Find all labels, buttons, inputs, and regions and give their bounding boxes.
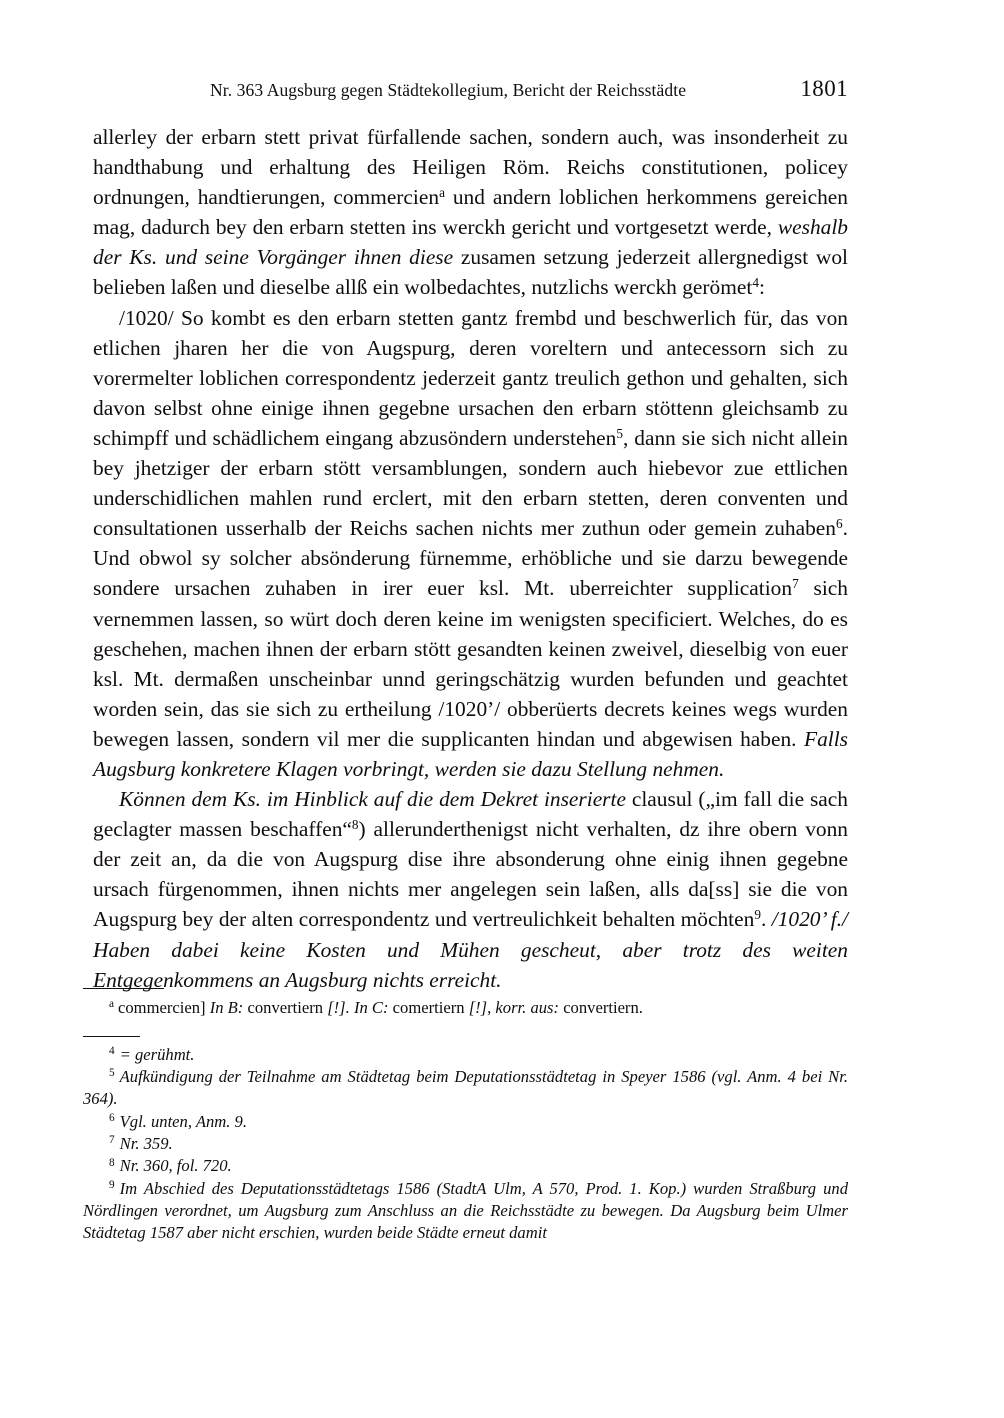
running-head-title: Nr. 363 Augsburg gegen Städtekollegium, Bericht der Reichsstädte: [210, 80, 687, 100]
p1-segment-3: zusamen setzung jederzeit allergnedigst wol belieben laßen und dieselbe allß ein wolbedachtes, nutzlichs werckh gerömet: [93, 245, 848, 300]
apparatus-rule: [83, 988, 164, 989]
p3-segment-2: ) allerunderthenigst nicht verhalten, dz ihre obern vonn der zeit an, da die von Augspurg dise ihre absonderung ohne einig ihnen gegebne ursach fürgenommen, ihnen nichts mer angelegen sein laßen, alls da[ss] sie die von Augspurg bey der alten correspondentz und vertreulichkeit behalten möchten: [93, 817, 848, 932]
footnote-text: = gerühmt.: [119, 1044, 195, 1064]
footnote-text: Vgl. unten, Anm. 9.: [119, 1111, 248, 1131]
apparatus-note-a-part-1: In B:: [205, 998, 244, 1017]
running-head: [93, 76, 848, 102]
footnote-ref-8[interactable]: 8: [351, 817, 359, 833]
apparatus-note-a: a commercien] In B: convertiern [!]. In C: comertiern [!], korr. aus: convertiern.: [109, 998, 643, 1017]
p3-italic-2: /1020’ f./ Haben dabei keine Kosten und Mühen gescheut, aber trotz des weiten Entgegenkommens an Augsburg nichts erreicht.: [93, 907, 848, 992]
apparatus-note-a-part-5: [!], korr. aus:: [468, 998, 560, 1017]
p2-segment-4: sich vernemmen lassen, so würt doch deren keine im wenigsten specificiert. Welches, do es geschehen, machen ihnen der erbarn stött gesandten keinen zweivel, dieselbig von euer ksl. Mt. dermaßen unscheinbar unnd geringschätzig wurden befunden und geachtet worden sein, das sie sich zu ertheilung /1020’/ obberüerts decrets keines wegs wurden bewegen lassen, sondern vil mer die supplicanten hindan und abgewisen haben.: [93, 576, 848, 751]
footnote-item: 4 = gerühmt.: [109, 1044, 195, 1064]
footnote-list: [83, 1044, 848, 1245]
footnote-item: 7 Nr. 359.: [109, 1133, 173, 1153]
p3-segment-3: .: [760, 907, 772, 932]
page-number: 1801: [800, 76, 848, 101]
p2-segment-1: /1020/ So kombt es den erbarn stetten gantz frembd und beschwerlich für, das von etlichen jharen her die von Augspurg, deren voreltern und antecessorn sich zu vorermelter loblichen correspondentz jederzeit gantz treulich gethon und gehalten, sich davon selbst ohne einige ihnen gegebne ursachen den erbarn stöttenn gleichsamb zu schimpff und schädlichem eingang abzusöndern understehen: [93, 305, 848, 450]
p2-italic-1: Falls Augsburg konkretere Klagen vorbringt, werden sie dazu Stellung nehmen.: [93, 726, 848, 781]
notes-block: [83, 988, 848, 1244]
p3-italic-1: Können dem Ks. im Hinblick auf die dem Dekret inserierte: [119, 787, 626, 812]
apparatus-note-a-part-3: [!]. In C:: [327, 998, 389, 1017]
footnote-ref-a[interactable]: a: [439, 185, 445, 201]
footnote-ref-5[interactable]: 5: [616, 426, 623, 442]
p3-segment-1: clausul („im fall die sach geclagter massen beschaffen“: [93, 787, 848, 842]
footnote-ref-7[interactable]: 7: [792, 576, 799, 592]
footnote-ref-9[interactable]: 9: [754, 907, 761, 923]
p1-segment-2: und andern loblichen herkommens gereichen mag, dadurch bey den erbarn stetten ins werckh gericht und vortgesetzt werde,: [93, 185, 848, 240]
body-text: [93, 122, 848, 995]
p2-segment-2: , dann sie sich nicht allein bey jhetziger der erbarn stött versamblungen, sondern auch hiebevor zue ettlichen underschidlichen mahlen rund erclert, mit den erbarn stetten, deren conventen und consultationen usserhalb der Reichs sachen nichts mer zuthun oder gemein zuhaben: [93, 425, 848, 541]
p1-italic-1: weshalb der Ks. und seine Vorgänger ihnen diese: [93, 215, 848, 270]
apparatus-note-a-part-4: comertiern: [388, 998, 469, 1017]
footnote-item: 9 Im Abschied des Deputationsstädtetags 1586 (StadtA Ulm, A 570, Prod. 1. Kop.) wurden Straßburg und Nördlingen verordnet, um Augsburg zum Anschluss an die Reichsstädte zu bewegen. Da Augsburg beim Ulmer Städtetag 1587 aber nicht erschien, wurden beide Städte erneut damit: [83, 1178, 848, 1243]
p1-segment-4: :: [758, 275, 765, 300]
paragraph-3: [93, 784, 848, 995]
footnote-item: 8 Nr. 360, fol. 720.: [109, 1156, 232, 1176]
footnote-text: Nr. 359.: [119, 1133, 173, 1153]
apparatus-note-a-part-6: convertiern.: [559, 998, 643, 1017]
paragraph-1: [93, 122, 848, 303]
footnote-text: Im Abschied des Deputationsstädtetags 1586 (StadtA Ulm, A 570, Prod. 1. Kop.) wurden Straßburg und Nördlingen verordnet, um Augsburg zum Anschluss an die Reichsstädte zu bewegen. Da Augsburg beim Ulmer Städtetag 1587 aber nicht erschien, wurden beide Städte erneut damit: [83, 1178, 848, 1243]
footnote-ref-4[interactable]: 4: [752, 275, 759, 291]
p1-segment-1: allerley der erbarn stett privat fürfallende sachen, sondern auch, was insonderheit zu handthabung und erhaltung des Heiligen Röm. Reichs constitutionen, policey ordnungen, handtierungen, commercien: [93, 125, 848, 210]
apparatus-note-a-lemma: commercien]: [118, 998, 206, 1017]
footnote-ref-6[interactable]: 6: [836, 516, 843, 532]
footnote-item: 6 Vgl. unten, Anm. 9.: [109, 1111, 248, 1131]
footnote-item: 5 Aufkündigung der Teilnahme am Städtetag beim Deputationsstädtetag in Speyer 1586 (vgl. Anm. 4 bei Nr. 364).: [83, 1067, 848, 1109]
apparatus-note-a-part-2: convertiern: [243, 998, 328, 1017]
paragraph-2: [93, 303, 848, 785]
footnote-text: Nr. 360, fol. 720.: [119, 1156, 232, 1176]
footnote-rule: [83, 1036, 140, 1037]
p2-segment-3: . Und obwol sy solcher absönderung fürnemme, erhöbliche und sie darzu bewegende sondere ursachen zuhaben in irer euer ksl. Mt. uberreichter supplication: [93, 516, 848, 601]
footnote-text: Aufkündigung der Teilnahme am Städtetag beim Deputationsstädtetag in Speyer 1586 (vgl. Anm. 4 bei Nr. 364).: [83, 1067, 848, 1109]
